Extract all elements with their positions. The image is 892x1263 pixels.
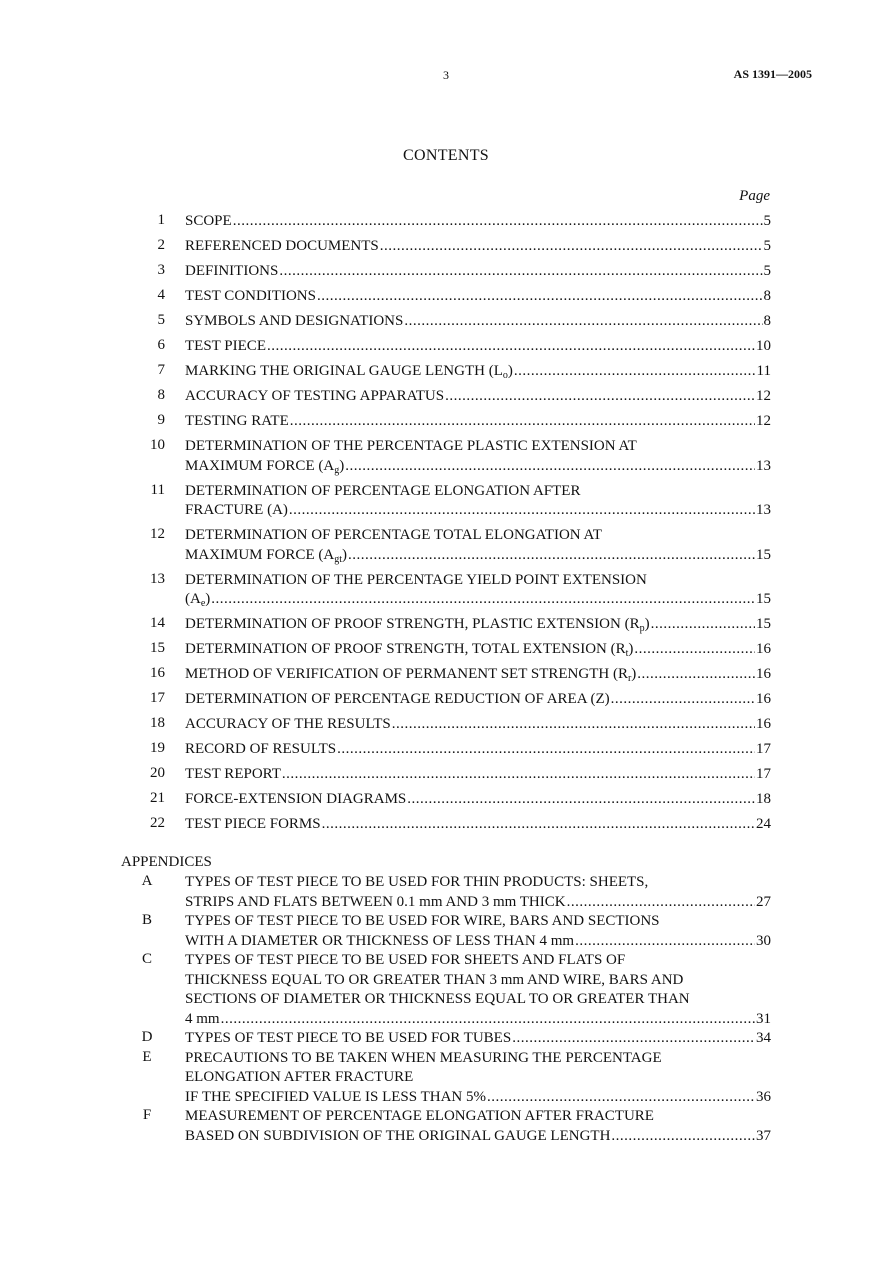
- section-number: 14: [150, 615, 165, 631]
- section-page-number: 8: [763, 313, 771, 329]
- section-title-text: DETERMINATION OF PROOF STRENGTH, TOTAL EXTENSION $(R_t)$: [185, 641, 634, 659]
- section-entry: [0, 312, 892, 332]
- section-page-number: 16: [756, 691, 771, 707]
- appendix-title-line: SECTIONS OF DIAMETER OR THICKNESS EQUAL TO OR GREATER THAN: [185, 991, 690, 1007]
- section-entry: [0, 815, 892, 835]
- section-number: 1: [157, 212, 165, 228]
- section-leader-dots: [380, 237, 763, 257]
- section-title-text: METHOD OF VERIFICATION OF PERMANENT SET STRENGTH $(R_r)$: [185, 666, 637, 684]
- appendix-title: [185, 951, 771, 1029]
- section-leader-dots: [322, 815, 755, 835]
- appendix-entry: [0, 912, 892, 951]
- section-title-text: ACCURACY OF TESTING APPARATUS: [185, 388, 445, 404]
- section-title-text: MAXIMUM FORCE $(A_g)$: [185, 457, 345, 476]
- section-number: 9: [157, 412, 165, 428]
- section-title-last-line: [185, 590, 771, 610]
- section-number: 15: [150, 640, 165, 656]
- section-page-number: 13: [756, 502, 771, 518]
- appendix-page-number: 36: [756, 1088, 771, 1105]
- section-leader-dots: [337, 740, 755, 760]
- section-page-number: 5: [763, 263, 771, 279]
- section-title-text: TEST PIECE FORMS: [185, 816, 321, 832]
- appendix-title: [185, 873, 771, 912]
- section-number: 16: [150, 665, 165, 681]
- appendix-title-last-line: [185, 1010, 771, 1030]
- section-leader-dots: [611, 690, 755, 710]
- section-leader-dots: [634, 640, 755, 660]
- appendix-page-number: 34: [756, 1030, 771, 1046]
- section-entry: [0, 790, 892, 810]
- appendices-heading: APPENDICES: [121, 854, 212, 870]
- appendix-page-number: 30: [756, 932, 771, 949]
- section-number: 5: [157, 312, 165, 328]
- section-title-last-line: [185, 262, 771, 282]
- appendix-title-line: TYPES OF TEST PIECE TO BE USED FOR SHEETS AND FLATS OF: [185, 952, 626, 968]
- appendix-title-text: IF THE SPECIFIED VALUE IS LESS THAN 5%: [185, 1088, 487, 1105]
- section-title-text: DEFINITIONS: [185, 263, 279, 279]
- appendix-title-text: WITH A DIAMETER OR THICKNESS OF LESS THAN 4 mm: [185, 932, 575, 949]
- section-title-last-line: [185, 337, 771, 357]
- section-entry: [0, 237, 892, 257]
- section-number: 4: [157, 287, 165, 303]
- appendix-title-last-line: [185, 1127, 771, 1147]
- section-leader-dots: [637, 665, 755, 685]
- section-title-last-line: [185, 640, 771, 660]
- section-page-number: 17: [756, 741, 771, 757]
- section-title-line: DETERMINATION OF PERCENTAGE ELONGATION AFTER: [185, 482, 581, 499]
- sections-list: [0, 212, 892, 835]
- section-title-text: TEST REPORT: [185, 766, 281, 782]
- section-page-number: 15: [756, 546, 771, 563]
- appendix-title-line: TYPES OF TEST PIECE TO BE USED FOR THIN PRODUCTS: SHEETS,: [185, 874, 649, 890]
- section-number: 6: [157, 337, 165, 353]
- section-entry: [0, 387, 892, 407]
- section-number: 8: [157, 387, 165, 403]
- section-page-number: 11: [756, 363, 771, 379]
- appendix-title-text: 4 mm: [185, 1010, 220, 1027]
- section-page-number: 18: [756, 791, 771, 807]
- section-page-number: 5: [763, 213, 771, 229]
- section-leader-dots: [267, 337, 755, 357]
- appendix-page-number: 37: [756, 1127, 771, 1144]
- section-title: [185, 237, 771, 257]
- appendices-list: [0, 873, 892, 1146]
- section-title: [185, 337, 771, 357]
- section-title-text: RECORD OF RESULTS: [185, 741, 337, 757]
- section-entry: [0, 765, 892, 785]
- section-title-last-line: [185, 287, 771, 307]
- section-page-number: 10: [756, 338, 771, 354]
- appendix-title-last-line: [185, 1029, 771, 1049]
- section-title-text: DETERMINATION OF PROOF STRENGTH, PLASTIC EXTENSION $(R_p)$: [185, 616, 650, 634]
- section-title: [185, 615, 771, 635]
- appendix-title-line: THICKNESS EQUAL TO OR GREATER THAN 3 mm AND WIRE, BARS AND: [185, 971, 684, 988]
- section-title: [185, 262, 771, 282]
- section-entry: [0, 212, 892, 232]
- section-title: [185, 690, 771, 710]
- section-leader-dots: [211, 590, 755, 610]
- appendix-leader-dots: [221, 1010, 755, 1030]
- section-title: [185, 412, 771, 432]
- section-page-number: 15: [756, 616, 771, 632]
- section-title: [185, 790, 771, 810]
- section-page-number: 13: [756, 457, 771, 474]
- section-number: 13: [150, 570, 165, 587]
- section-title-text: TESTING RATE: [185, 413, 289, 429]
- appendix-title-text: BASED ON SUBDIVISION OF THE ORIGINAL GAUGE LENGTH: [185, 1127, 611, 1144]
- section-entry: [0, 715, 892, 735]
- section-title: [185, 212, 771, 232]
- section-entry: [0, 287, 892, 307]
- section-title: [185, 312, 771, 332]
- appendix-number: C: [141, 951, 152, 967]
- section-page-number: 5: [763, 238, 771, 254]
- section-title: [185, 815, 771, 835]
- section-entry: [0, 262, 892, 282]
- section-entry: [0, 412, 892, 432]
- appendix-title-line: MEASUREMENT OF PERCENTAGE ELONGATION AFTER FRACTURE: [185, 1108, 654, 1124]
- section-title-line: DETERMINATION OF PERCENTAGE TOTAL ELONGATION AT: [185, 527, 602, 543]
- section-title-text: SYMBOLS AND DESIGNATIONS: [185, 313, 404, 329]
- section-title-text: $(A_e)$: [185, 591, 211, 609]
- section-page-number: 16: [756, 641, 771, 657]
- section-leader-dots: [289, 501, 755, 521]
- appendix-entry: [0, 1107, 892, 1146]
- section-page-number: 17: [756, 766, 771, 782]
- section-title: [185, 765, 771, 785]
- section-page-number: 12: [756, 413, 771, 429]
- section-leader-dots: [514, 362, 756, 382]
- contents-title: CONTENTS: [403, 147, 489, 164]
- section-title: [185, 287, 771, 307]
- appendix-leader-dots: [512, 1029, 755, 1049]
- section-title: [185, 640, 771, 660]
- section-leader-dots: [445, 387, 755, 407]
- appendix-number: A: [141, 873, 153, 889]
- section-title-text: TEST CONDITIONS: [185, 288, 316, 304]
- section-title: [185, 740, 771, 760]
- section-title: [185, 387, 771, 407]
- appendix-title: [185, 1049, 771, 1108]
- page-column-label: Page: [739, 188, 770, 204]
- section-entry: [0, 640, 892, 660]
- section-title-text: REFERENCED DOCUMENTS: [185, 238, 379, 254]
- section-leader-dots: [279, 262, 762, 282]
- section-entry: [0, 337, 892, 357]
- section-leader-dots: [651, 615, 755, 635]
- appendix-entry: [0, 1029, 892, 1049]
- section-title: [185, 526, 771, 565]
- appendix-leader-dots: [487, 1088, 755, 1108]
- section-title-last-line: [185, 765, 771, 785]
- section-number: 17: [150, 690, 165, 706]
- appendix-number: B: [141, 912, 152, 928]
- section-entry: [0, 665, 892, 685]
- appendix-title: [185, 912, 771, 951]
- section-page-number: 16: [756, 666, 771, 682]
- section-number: 2: [157, 237, 165, 253]
- appendix-leader-dots: [575, 932, 755, 952]
- section-title-last-line: [185, 237, 771, 257]
- appendix-title-last-line: [185, 1088, 771, 1108]
- section-page-number: 24: [756, 816, 771, 832]
- section-number: 11: [150, 481, 165, 498]
- section-entry: [0, 571, 892, 610]
- section-title-last-line: [185, 740, 771, 760]
- section-leader-dots: [392, 715, 755, 735]
- section-title-last-line: [185, 790, 771, 810]
- section-leader-dots: [407, 790, 755, 810]
- section-page-number: 12: [756, 388, 771, 404]
- appendix-number: E: [142, 1048, 152, 1065]
- section-leader-dots: [345, 457, 755, 477]
- section-leader-dots: [282, 765, 755, 785]
- section-entry: [0, 740, 892, 760]
- section-entry: [0, 362, 892, 382]
- appendix-title-line: ELONGATION AFTER FRACTURE: [185, 1069, 414, 1085]
- section-page-number: 8: [763, 288, 771, 304]
- section-leader-dots: [348, 546, 755, 566]
- section-entry: [0, 482, 892, 521]
- appendix-leader-dots: [611, 1127, 755, 1147]
- section-leader-dots: [317, 287, 763, 307]
- section-page-number: 15: [756, 591, 771, 607]
- appendix-page-number: 31: [756, 1010, 771, 1027]
- appendix-page-number: 27: [756, 893, 771, 910]
- section-title-text: DETERMINATION OF PERCENTAGE REDUCTION OF AREA (Z): [185, 691, 610, 707]
- section-title-last-line: [185, 690, 771, 710]
- appendix-title-line: TYPES OF TEST PIECE TO BE USED FOR WIRE, BARS AND SECTIONS: [185, 913, 660, 929]
- section-number: 20: [150, 765, 165, 781]
- section-title-last-line: [185, 412, 771, 432]
- section-title: [185, 665, 771, 685]
- standard-identifier: AS 1391—2005: [733, 67, 812, 81]
- section-title-text: FRACTURE (A): [185, 502, 288, 518]
- section-leader-dots: [404, 312, 762, 332]
- section-title: [185, 437, 771, 476]
- appendix-title: [185, 1029, 771, 1049]
- section-number: 10: [150, 437, 165, 453]
- page-number: 3: [443, 68, 449, 82]
- appendix-leader-dots: [567, 893, 755, 913]
- section-title-last-line: [185, 312, 771, 332]
- appendix-title-line: PRECAUTIONS TO BE TAKEN WHEN MEASURING THE PERCENTAGE: [185, 1049, 662, 1066]
- appendix-title-last-line: [185, 932, 771, 952]
- section-title-last-line: [185, 715, 771, 735]
- section-number: 18: [150, 715, 165, 731]
- section-title-last-line: [185, 362, 771, 382]
- appendix-entry: [0, 951, 892, 1029]
- section-title-text: FORCE-EXTENSION DIAGRAMS: [185, 791, 407, 807]
- section-title-text: SCOPE: [185, 213, 232, 229]
- appendix-title-text: STRIPS AND FLATS BETWEEN 0.1 mm AND 3 mm THICK: [185, 893, 566, 910]
- section-title-text: MARKING THE ORIGINAL GAUGE LENGTH $(L_o)$: [185, 363, 513, 381]
- section-title-line: DETERMINATION OF THE PERCENTAGE PLASTIC EXTENSION AT: [185, 438, 637, 454]
- section-title-last-line: [185, 212, 771, 232]
- appendix-entry: [0, 873, 892, 912]
- section-title-text: MAXIMUM FORCE $(A_{gt})$: [185, 546, 347, 565]
- section-title-text: TEST PIECE: [185, 338, 266, 354]
- section-title-last-line: [185, 665, 771, 685]
- section-title: [185, 715, 771, 735]
- section-title-text: ACCURACY OF THE RESULTS: [185, 716, 391, 732]
- section-title: [185, 362, 771, 382]
- section-entry: [0, 690, 892, 710]
- appendix-number: D: [141, 1029, 153, 1045]
- section-number: 7: [157, 362, 165, 378]
- section-title-last-line: [185, 615, 771, 635]
- section-number: 22: [150, 815, 165, 831]
- appendix-title: [185, 1107, 771, 1146]
- section-title-last-line: [185, 387, 771, 407]
- section-title-last-line: [185, 815, 771, 835]
- section-leader-dots: [233, 212, 763, 232]
- appendix-entry: [0, 1049, 892, 1108]
- section-entry: [0, 437, 892, 476]
- section-number: 3: [157, 262, 165, 278]
- section-title-last-line: [185, 546, 771, 566]
- section-entry: [0, 526, 892, 565]
- appendix-title-last-line: [185, 893, 771, 913]
- section-entry: [0, 615, 892, 635]
- section-number: 21: [150, 790, 165, 806]
- section-title: [185, 571, 771, 610]
- section-number: 12: [150, 526, 165, 542]
- section-title: [185, 482, 771, 521]
- section-page-number: 16: [756, 716, 771, 732]
- section-title-last-line: [185, 501, 771, 521]
- appendix-title-text: TYPES OF TEST PIECE TO BE USED FOR TUBES: [185, 1030, 512, 1046]
- section-leader-dots: [290, 412, 755, 432]
- section-number: 19: [150, 740, 165, 756]
- section-title-last-line: [185, 457, 771, 477]
- section-title-line: DETERMINATION OF THE PERCENTAGE YIELD POINT EXTENSION: [185, 571, 647, 588]
- appendix-number: F: [142, 1107, 152, 1123]
